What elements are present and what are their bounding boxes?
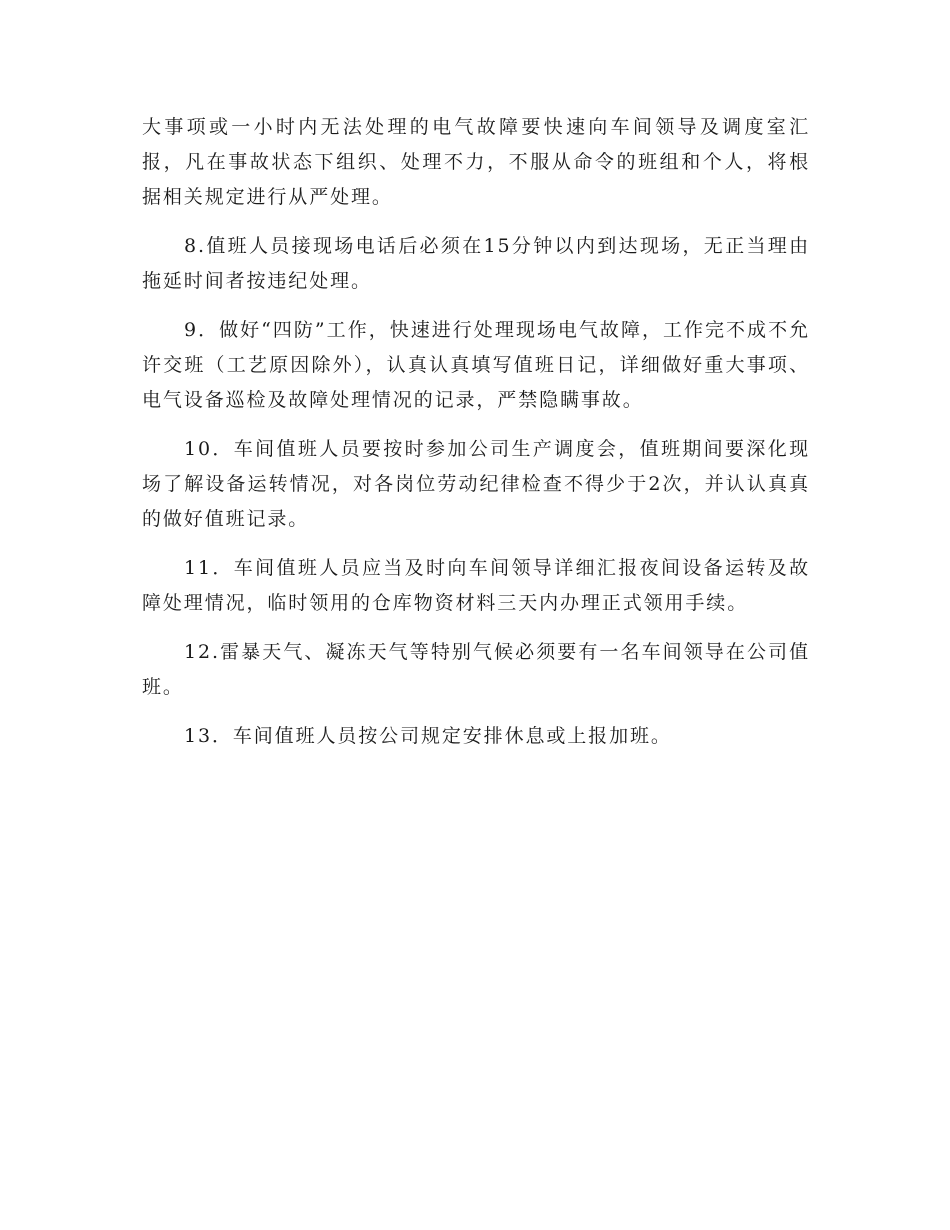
- document-body: [142, 110, 810, 768]
- paragraph-item-13: 13．车间值班人员按公司规定安排休息或上报加班。: [184, 725, 672, 747]
- paragraph-item-11: 11．车间值班人员应当及时向车间领导详细汇报夜间设备运转及故障处理情况，临时领用的仓库物资材料三天内办理正式领用手续。: [142, 557, 810, 614]
- paragraph-item-8: 8.值班人员接现场电话后必须在15分钟以内到达现场，无正当理由拖延时间者按违纪处理。: [142, 235, 810, 292]
- paragraph-item-12: 12.雷暴天气、凝冻天气等特别气候必须要有一名车间领导在公司值班。: [142, 641, 810, 698]
- paragraph-item-10: 10．车间值班人员要按时参加公司生产调度会，值班期间要深化现场了解设备运转情况，对各岗位劳动纪律检查不得少于2次，并认认真真的做好值班记录。: [142, 438, 810, 530]
- paragraph-continued: 大事项或一小时内无法处理的电气故障要快速向车间领导及调度室汇报，凡在事故状态下组织、处理不力，不服从命令的班组和个人，将根据相关规定进行从严处理。: [142, 116, 810, 208]
- paragraph-item-9: 9．做好“四防”工作，快速进行处理现场电气故障，工作完不成不允许交班（工艺原因除外），认真认真填写值班日记，详细做好重大事项、电气设备巡检及故障处理情况的记录，严禁隐瞒事故。: [142, 319, 810, 411]
